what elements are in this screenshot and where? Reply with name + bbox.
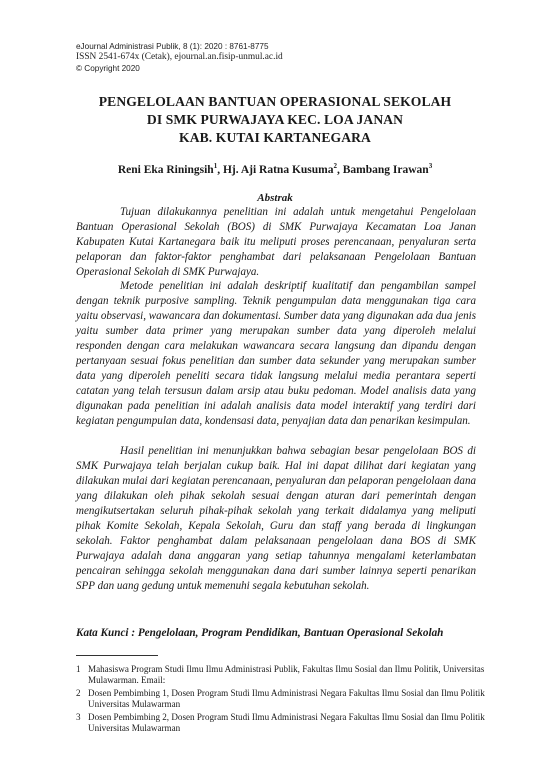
abstract-paragraph: Metode penelitian ini adalah deskriptif kualitatif dan pengambilan sampel dengan teknik purposive sampling. Teknik pengumpulan data menggunakan tiga cara yaitu observasi, wawancara dan dokumentasi. Sumber data yang digunakan ada dua jenis yaitu sumber data primer yang merupakan sumber data yang diperoleh melalui responden dengan cara melakukan wawancara secara langsung dan dipandu dengan pertanyaan sesuai fokus penelitian dan sumber data sekunder yang merupakan sumber data yang diperoleh peneliti secara tidak langsung melalui media perantara seperti catatan yang telah tersusun dalam arsip atau buku pedoman. Model analisis data yang digunakan pada penelitian ini adalah analisis data model interaktif yang terdiri dari kegiatan pengumpulan data, kondensasi data, penyajian data dan penarikan kesimpulan. [76,280,476,427]
journal-citation-line: eJournal Administrasi Publik, 8 (1): 2020 : 8761-8775 [76,42,269,51]
author-name: Reni Eka Riningsih [117,164,214,176]
footnote [76,688,486,711]
author-footnote-mark: 2 [333,162,337,170]
footnote-text: Dosen Pembimbing 2, Dosen Program Studi Ilmu Administrasi Negara Fakultas Ilmu Sosial dan Ilmu Politik Universitas Mulawarman [88,712,485,734]
footnote-text: Mahasiswa Program Studi Ilmu Ilmu Administrasi Publik, Fakultas Ilmu Sosial dan Ilmu Politik, Universitas Mulawarman. Email: [88,664,485,686]
keywords-line: Kata Kunci : Pengelolaan, Program Pendidikan, Bantuan Operasional Sekolah [76,627,444,639]
issn-line: ISSN 2541-674x (Cetak), ejournal.an.fisip-unmul.ac.id [76,52,283,62]
author-name: Bambang Irawan [342,164,429,176]
abstract-paragraph: Tujuan dilakukannya penelitian ini adalah untuk mengetahui Pengelolaan Bantuan Operasional Sekolah (BOS) di SMK Purwajaya Kecamatan Loa Janan Kabupaten Kutai Kartanegara baik itu meliputi proses perencanaan, penyaluran serta pelaporan dan faktor-faktor penghambat dari pelaksanaan Pengelolaan Bantuan Operasional Sekolah di SMK Purwajaya. [76,206,476,278]
author-name: Hj. Aji Ratna Kusuma [222,164,334,176]
footnote-text: Dosen Pembimbing 1, Dosen Program Studi Ilmu Administrasi Negara Fakultas Ilmu Sosial dan Ilmu Politik Universitas Mulawarman [88,688,485,710]
footnote-divider [76,655,158,656]
author-separator: , [336,164,343,176]
footnote-number: 2 [76,688,81,698]
copyright-line: © Copyright 2020 [76,64,140,73]
footnote [76,712,486,735]
footnote-number: 1 [76,664,81,674]
author-list [0,159,550,177]
author-separator: , [217,164,223,176]
author-footnote-mark: 3 [428,162,433,170]
paper-title-line-1: PENGELOLAAN BANTUAN OPERASIONAL SEKOLAH [98,94,452,109]
paper-title-line-2: DI SMK PURWAJAYA KEC. LOA JANAN [146,112,404,127]
abstract-heading: Abstrak [257,192,293,204]
paper-title-line-3: KAB. KUTAI KARTANEGARA [179,130,371,145]
footnote [76,664,486,687]
author-footnote-mark: 1 [213,162,218,170]
abstract-paragraph: Hasil penelitian ini menunjukkan bahwa sebagian besar pengelolaan BOS di SMK Purwajaya telah berjalan cukup baik. Hal ini dapat dilihat dari kegiatan yang dilakukan mulai dari kegiatan perencanaan, penyaluran dan pelaporan pengelolaan dana yang dilakukan oleh pihak sekolah sesuai dengan aturan dari pemerintah dengan mengikutsertakan seluruh pihak-pihak sekolah yang terkait didalamya yang meliputi pihak Komite Sekolah, Kepala Sekolah, Guru dan staff yang berada di lingkungan sekolah. Faktor penghambat dalam pelaksanaan pengelolaan dana BOS di SMK Purwajaya adalah dana anggaran yang setiap tahunnya mengalami keterlambatan pencairan sehingga sekolah menggunakan dana dari sumber lainnya seperti penarikan SPP dan uang gedung untuk memenuhi segala kebutuhan sekolah. [76,445,476,592]
footnote-number: 3 [76,712,81,722]
